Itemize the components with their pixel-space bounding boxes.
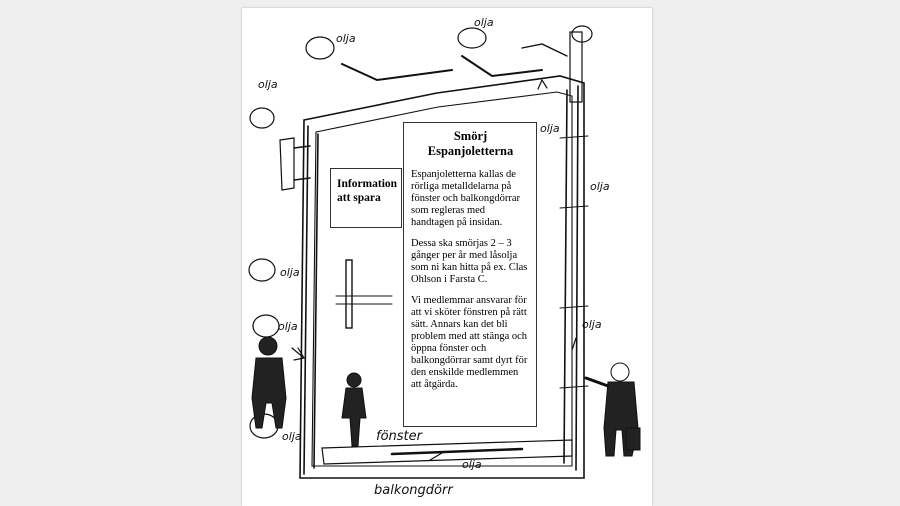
- olja-label-left-upper: olja: [258, 78, 278, 91]
- notice-paragraph-1: Espanjoletterna kallas de rörliga metalldelarna på fönster och balkongdörrar som regleras med handtagen på insidan.: [411, 169, 521, 228]
- notice-paragraph-3: Vi medlemmar ansvarar för att vi sköter fönstren på rätt sätt. Annars kan det bli problem med att stänga och öppna fönster och balkongdörrar samt dyrt för den enskilde medlemmen att åtgärda.: [411, 295, 528, 390]
- information-box: [330, 168, 402, 228]
- balkongdorr-label: balkongdörr: [374, 483, 453, 498]
- notice-paragraph-2: Dessa ska smörjas 2 – 3 gånger per år med låsolja som ni kan hitta på ex. Clas Ohlson i Farsta C.: [411, 238, 528, 285]
- information-box-text: Information att spara: [337, 178, 398, 204]
- notice-box: [403, 122, 537, 427]
- olja-label-bottom-left: olja: [282, 430, 302, 443]
- olja-label-right-lower: olja: [582, 318, 602, 331]
- olja-label-right-upper: olja: [540, 122, 560, 135]
- document-page: [242, 8, 652, 506]
- olja-label-bottom-right: olja: [462, 458, 482, 471]
- olja-label-top-middle: olja: [474, 16, 494, 29]
- notice-title: Smörj Espanjoletterna: [427, 129, 514, 158]
- fonster-label: fönster: [376, 429, 422, 444]
- olja-label-right-middle: olja: [590, 180, 610, 193]
- olja-label-left-lower: olja: [278, 320, 298, 333]
- olja-label-top-left: olja: [336, 32, 356, 45]
- olja-label-left-middle: olja: [280, 266, 300, 279]
